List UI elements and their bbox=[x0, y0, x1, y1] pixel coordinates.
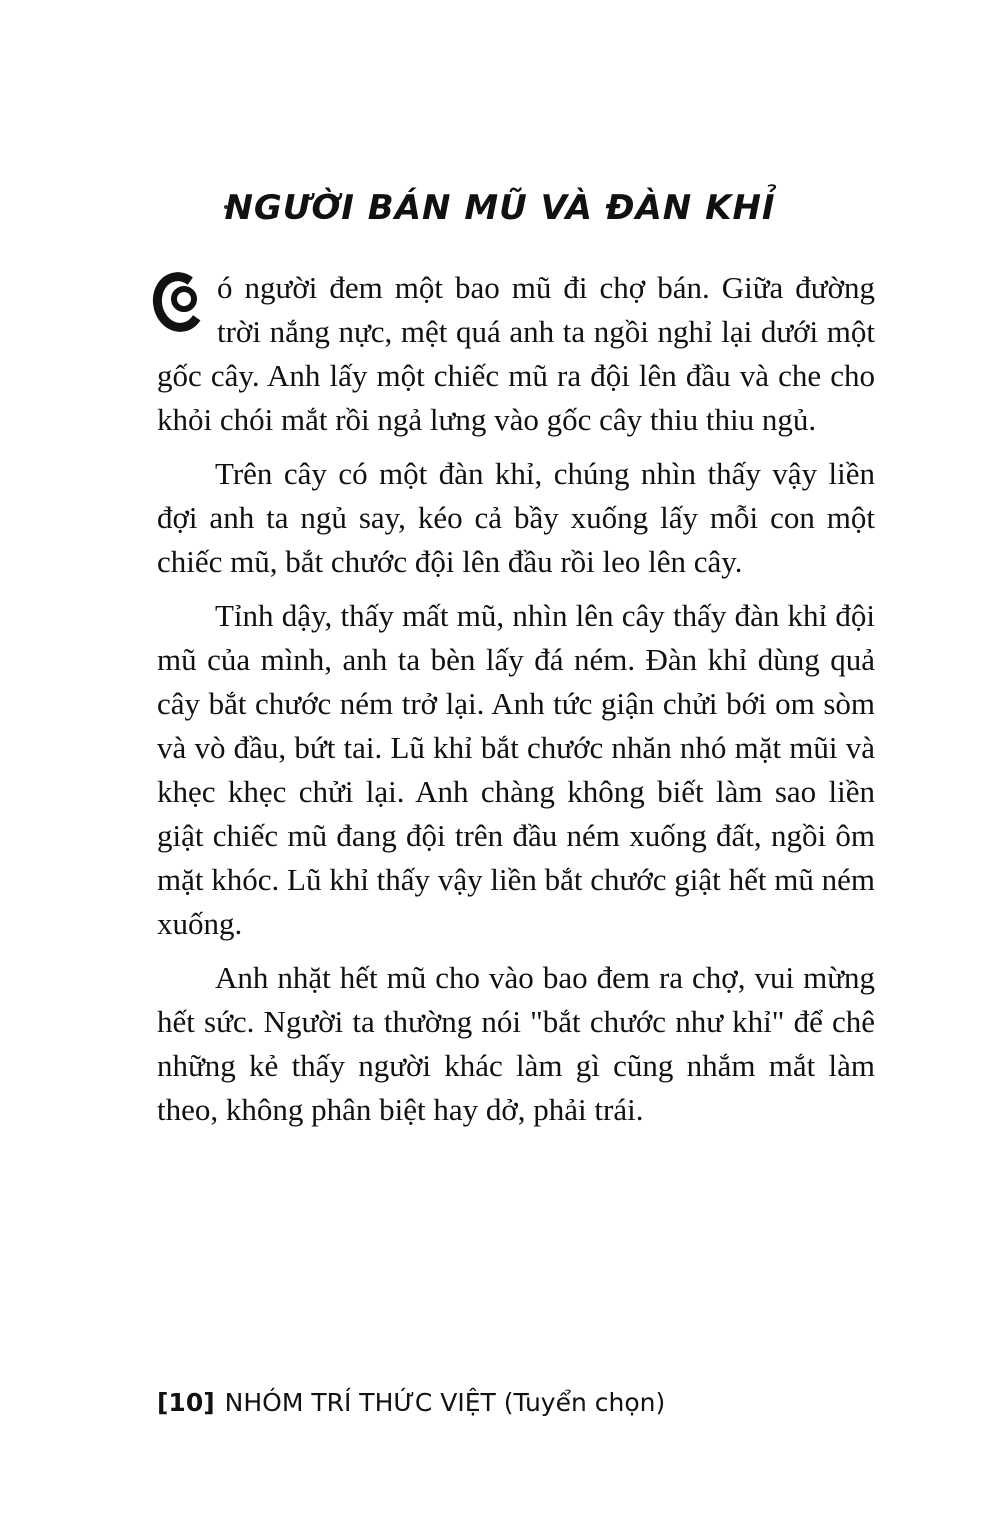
page-footer bbox=[157, 1388, 665, 1417]
paragraph-3: Tỉnh dậy, thấy mất mũ, nhìn lên cây thấy đàn khỉ đội mũ của mình, anh ta bèn lấy đá ném. Đàn khỉ dùng quả cây bắt chước ném trở lại. Anh tức giận chửi bới om sòm và vò đầu, bứt tai. Lũ khỉ bắt chước nhăn nhó mặt mũi và khẹc khẹc chửi lại. Anh chàng không biết làm sao liền giật chiếc mũ đang đội trên đầu ném xuống đất, ngồi ôm mặt khóc. Lũ khỉ thấy vậy liền bắt chước giật hết mũ ném xuống. bbox=[157, 598, 875, 941]
paragraph-1-text: ó người đem một bao mũ đi chợ bán. Giữa đường trời nắng nực, mệt quá anh ta ngồi nghỉ lại dưới một gốc cây. Anh lấy một chiếc mũ ra đội lên đầu và che cho khỏi chói mắt rồi ngả lưng vào gốc cây thiu thiu ngủ. bbox=[157, 270, 875, 437]
paragraph-4: Anh nhặt hết mũ cho vào bao đem ra chợ, vui mừng hết sức. Người ta thường nói "bắt chước như khỉ" để chê những kẻ thấy người khác làm gì cũng nhắm mắt làm theo, không phân biệt hay dở, phải trái. bbox=[157, 960, 875, 1127]
page-number: [10] bbox=[157, 1388, 215, 1417]
story-title: NGƯỜI BÁN MŨ VÀ ĐÀN KHỈ bbox=[224, 188, 776, 228]
story-body bbox=[157, 266, 875, 1142]
dropcap-c-ornament bbox=[153, 272, 211, 350]
footer-text: NHÓM TRÍ THỨC VIỆT (Tuyển chọn) bbox=[224, 1388, 666, 1417]
paragraph-1 bbox=[157, 266, 875, 442]
paragraph-2: Trên cây có một đàn khỉ, chúng nhìn thấy vậy liền đợi anh ta ngủ say, kéo cả bầy xuống lấy mỗi con một chiếc mũ, bắt chước đội lên đầu rồi leo lên cây. bbox=[157, 456, 875, 579]
